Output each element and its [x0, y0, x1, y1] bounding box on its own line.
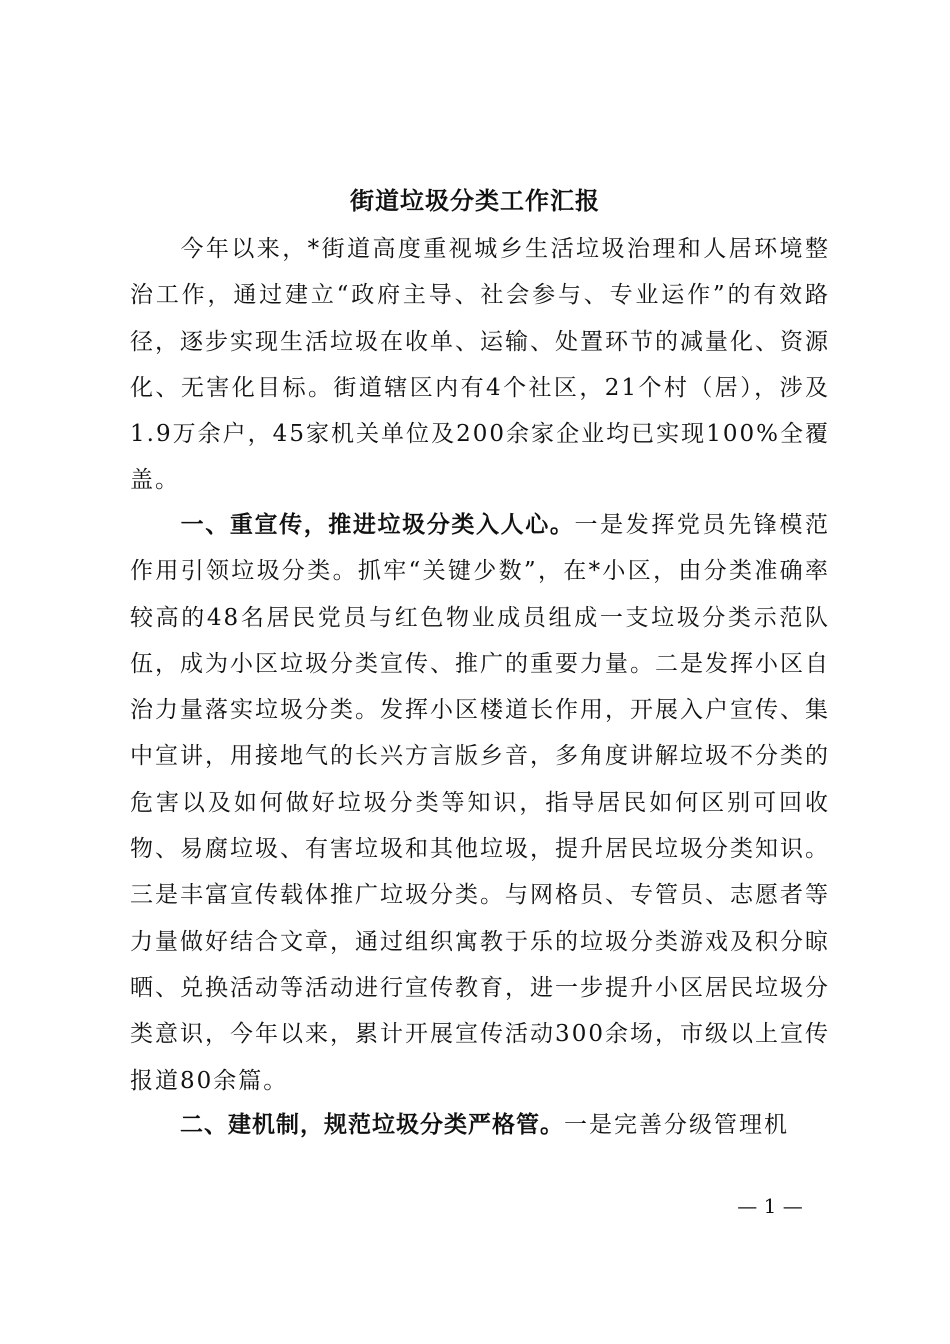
section-2-paragraph [130, 1102, 830, 1148]
section-1-heading: 一、重宣传，推进垃圾分类入人心。 [180, 512, 575, 538]
intro-text: 今年以来，*街道高度重视城乡生活垃圾治理和人居环境整治工作，通过建立“政府主导、社会参与、专业运作”的有效路径，逐步实现生活垃圾在收单、运输、处置环节的减量化、资源化、无害化目标。街道辖区内有4个社区，21个村（居），涉及1.9万余户，45家机关单位及200余家企业均已实现100%全覆盖。 [130, 236, 830, 494]
section-1-paragraph [130, 502, 830, 1104]
section-1-body: 一是发挥党员先锋模范作用引领垃圾分类。抓牢“关键少数”，在*小区，由分类准确率较高的48名居民党员与红色物业成员组成一支垃圾分类示范队伍，成为小区垃圾分类宣传、推广的重要力量。二是发挥小区自治力量落实垃圾分类。发挥小区楼道长作用，开展入户宣传、集中宣讲，用接地气的长兴方言版乡音，多角度讲解垃圾不分类的危害以及如何做好垃圾分类等知识，指导居民如何区别可回收物、易腐垃圾、有害垃圾和其他垃圾，提升居民垃圾分类知识。三是丰富宣传载体推广垃圾分类。与网格员、专管员、志愿者等力量做好结合文章，通过组织寓教于乐的垃圾分类游戏及积分晾晒、兑换活动等活动进行宣传教育，进一步提升小区居民垃圾分类意识，今年以来，累计开展宣传活动300余场，市级以上宣传报道80余篇。 [130, 512, 831, 1094]
section-2-heading: 二、建机制，规范垃圾分类严格管。 [180, 1112, 564, 1138]
page-number: — 1 — [737, 1194, 803, 1218]
document-title: 街道垃圾分类工作汇报 [350, 186, 600, 215]
section-2-body: 一是完善分级管理机 [564, 1112, 789, 1138]
intro-paragraph [130, 226, 830, 504]
